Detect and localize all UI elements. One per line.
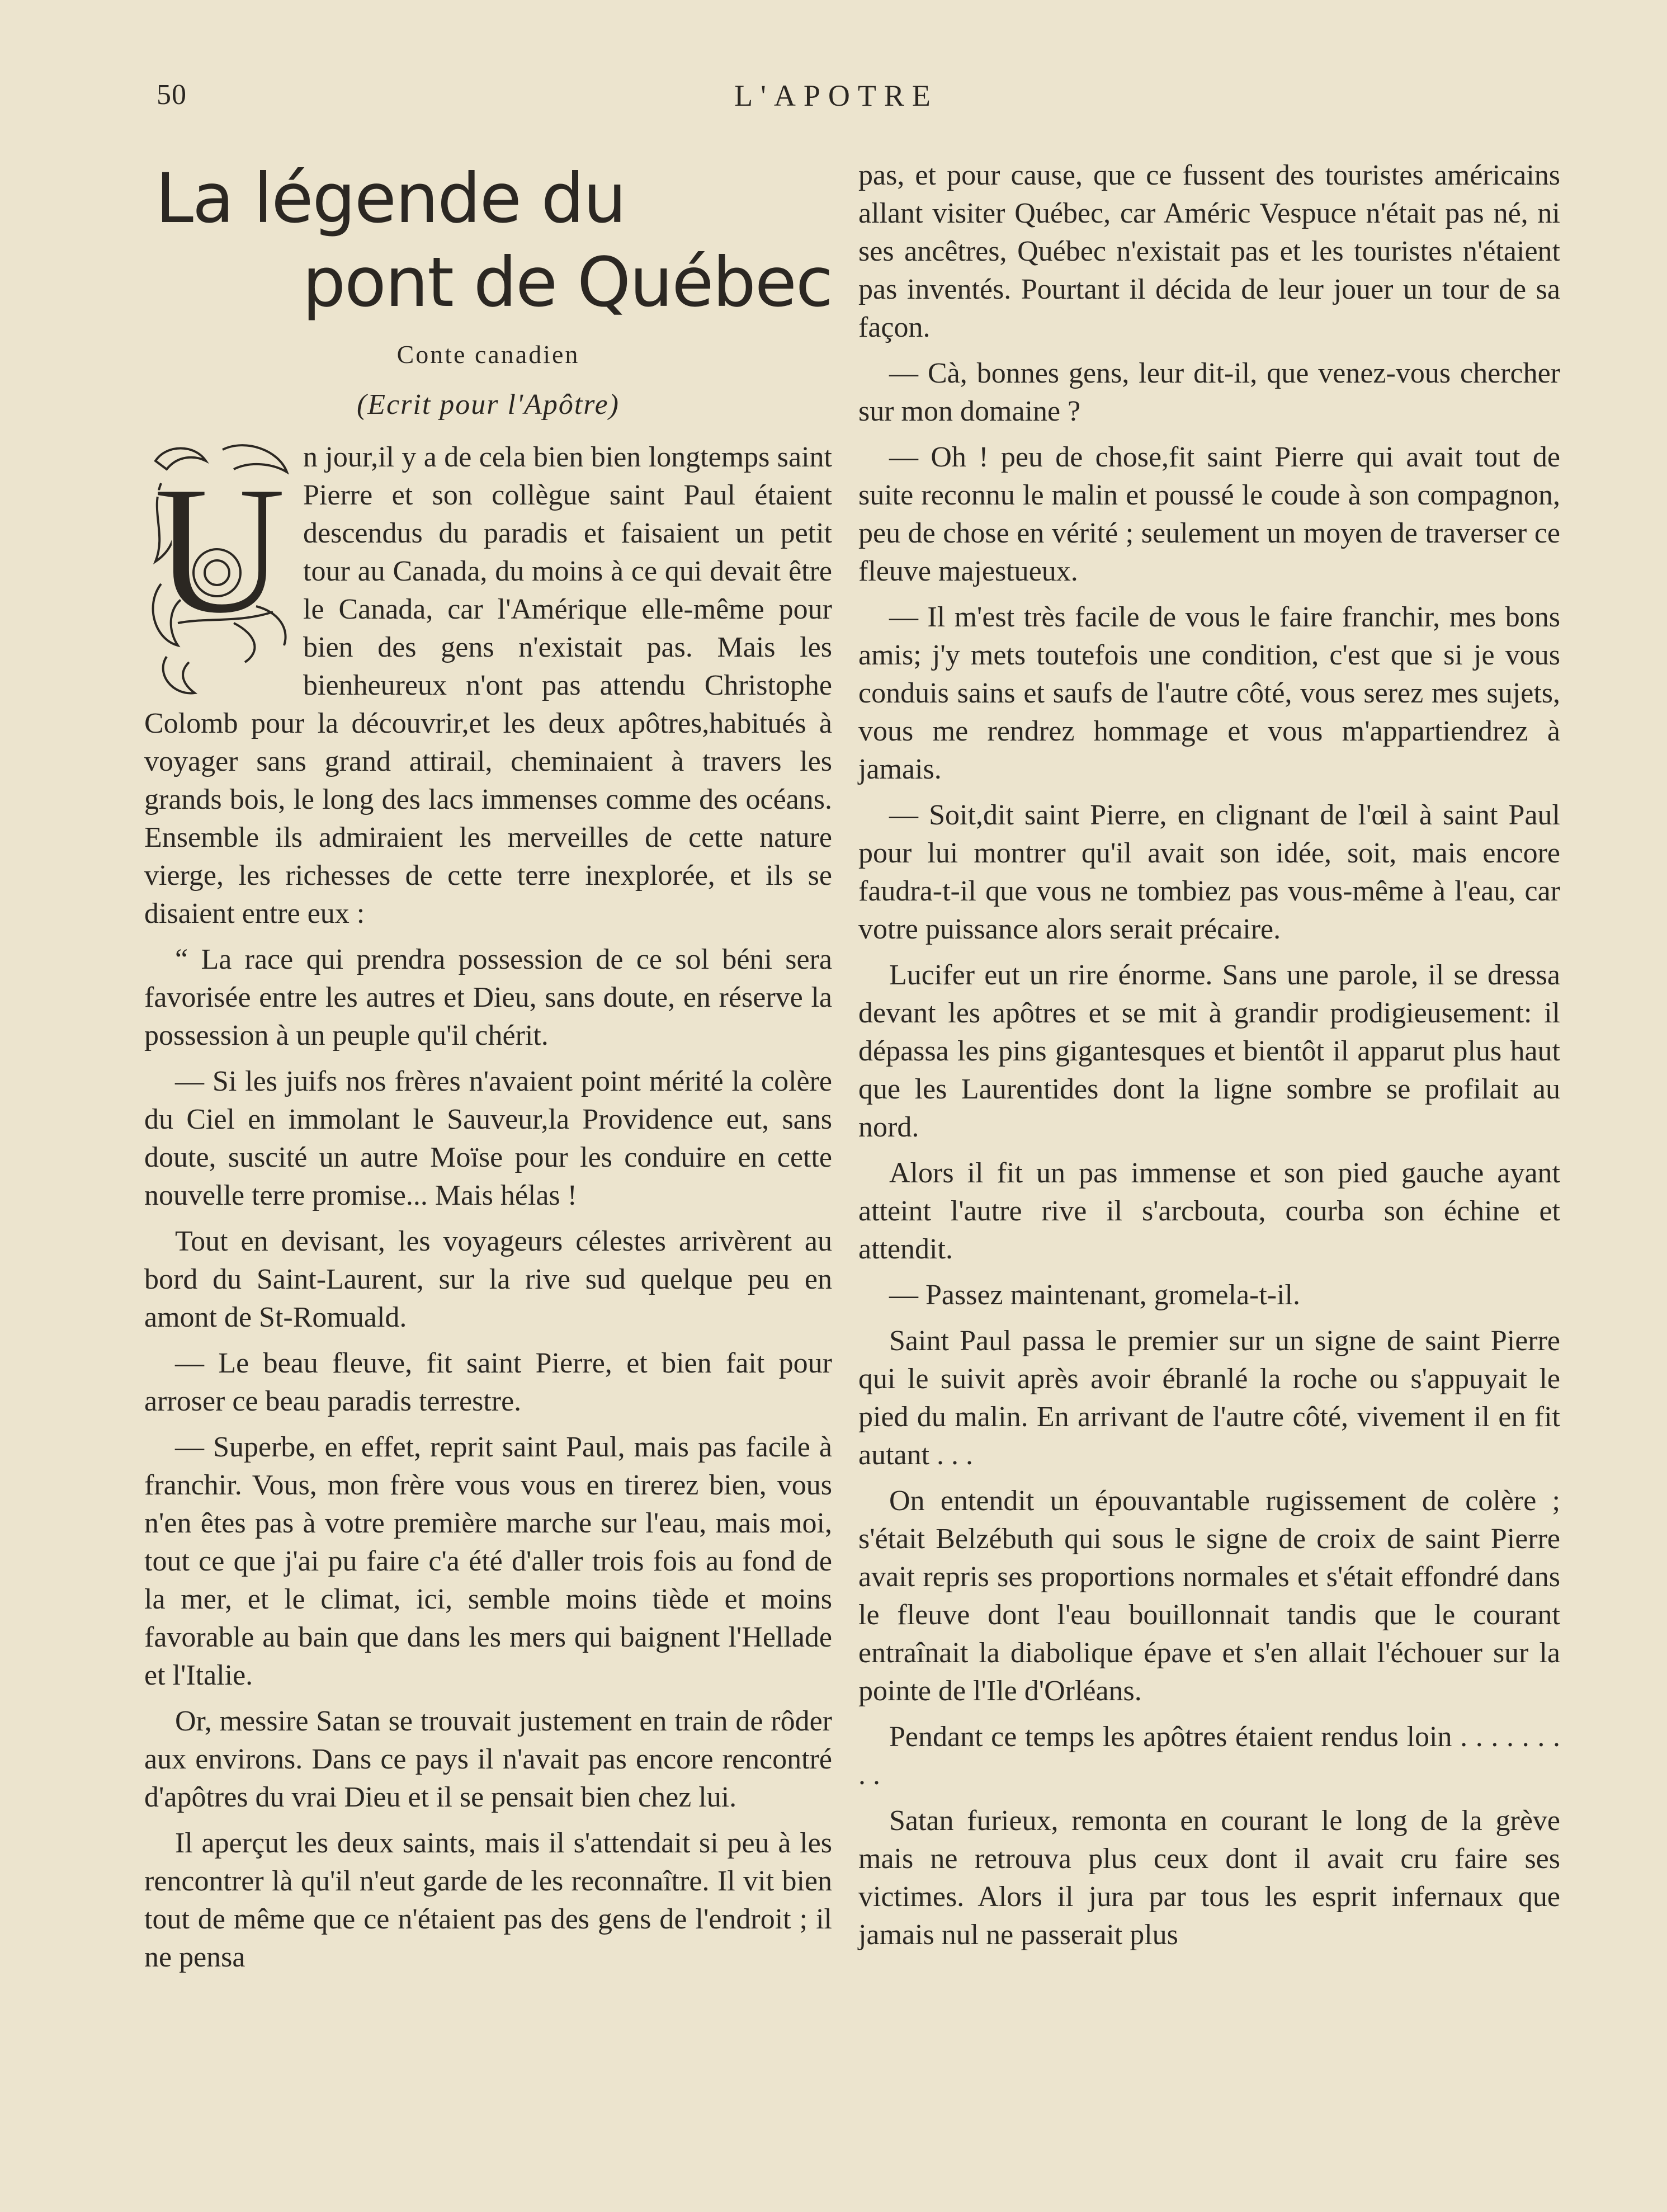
right-paragraph: — Passez maintenant, gromela-t-il.: [889, 1279, 1301, 1311]
right-paragraph: On entendit un épouvantable rugissement de colère ; s'était Belzébuth qui sous le signe de croix de saint Pierre avait repris ses proportions normales et s'était effondré dans le fleuve dont l'eau bouillonnait tandis que le courant entraînait la diabolique épave et s'en allait l'échouer sur la pointe de l'Ile d'Orléans.: [858, 1485, 1560, 1707]
article-subtitle: Conte canadien: [396, 340, 580, 369]
right-paragraph: — Il m'est très facile de vous le faire franchir, mes bons amis; j'y mets toutefois une condition, c'est que si je vous conduis sains et saufs de l'autre côté, vous serez mes sujets, vous me rendrez hommage et vous m'appartiendrez à jamais.: [858, 601, 1560, 785]
left-paragraph: Tout en devisant, les voyageurs célestes arrivèrent au bord du Saint-Laurent, sur la rive sud quelque peu en amont de St-Romuald.: [144, 1225, 832, 1333]
page-number: 50: [157, 79, 187, 111]
right-paragraph: Lucifer eut un rire énorme. Sans une parole, il se dressa devant les apôtres et se mit à grandir prodigieusement: il dépassa les pins gigantesques et bientôt il apparut plus haut que les Laurentides dont la ligne sombre se profilait au nord.: [858, 959, 1560, 1143]
right-column: [858, 157, 1560, 1962]
left-paragraph: Or, messire Satan se trouvait justement en train de rôder aux environs. Dans ce pays il n'avait pas encore rencontré d'apôtres du vrai Dieu et il se pensait bien chez lui.: [144, 1705, 832, 1813]
left-paragraph: — Superbe, en effet, reprit saint Paul, mais pas facile à franchir. Vous, mon frère vous vous en tirerez bien, vous n'en êtes pas à votre première marche sur l'eau, mais moi, tout ce que j'ai pu faire c'a été d'aller trois fois au fond de la mer, et le climat, ici, semble moins tiède et moins favorable au bain que dans les mers qui baignent l'Hellade et l'Italie.: [144, 1431, 832, 1691]
left-paragraph: Il aperçut les deux saints, mais il s'attendait si peu à les rencontrer là qu'il n'eut garde de les reconnaître. Il vit bien tout de même que ce n'étaient pas des gens de l'endroit ; il ne pensa: [144, 1827, 832, 1973]
right-paragraph: — Cà, bonnes gens, leur dit-il, que venez-vous chercher sur mon domaine ?: [858, 357, 1560, 427]
right-paragraph: — Soit,dit saint Pierre, en clignant de l'œil à saint Paul pour lui montrer qu'il avait son idée, soit, mais encore faudra-t-il que vous ne tombiez pas vous-même à l'eau, car votre puissance alors serait précaire.: [858, 799, 1560, 945]
article-title: [144, 157, 832, 324]
dropcap-letter: U: [153, 448, 287, 652]
ornamental-dropcap-icon: [144, 438, 295, 701]
left-paragraph: “ La race qui prendra possession de ce sol béni sera favorisée entre les autres et Dieu, sans doute, en réserve la possession à un peuple qu'il chérit.: [144, 944, 832, 1051]
right-paragraph: Saint Paul passa le premier sur un signe de saint Pierre qui le suivit après avoir ébranlé la roche ou s'appuyait le pied du malin. En arrivant de l'autre côté, vivement il en fit autant . . .: [858, 1325, 1560, 1471]
right-paragraph: pas, et pour cause, que ce fussent des touristes américains allant visiter Québec, car Améric Vespuce n'était pas né, ni ses ancêtres, Québec n'existait pas et les touristes n'étaient pas inventés. Pourtant il décida de leur jouer un tour de sa façon.: [858, 159, 1560, 343]
left-paragraph: n jour,il y a de cela bien bien longtemps saint Pierre et son collègue saint Paul étaient descendus du paradis et faisaient un petit tour au Canada, du moins à ce qui devait être le Canada, car l'Amérique elle-même pour bien des gens n'existait pas. Mais les bienheureux n'ont pas attendu Christophe Colomb pour la découvrir,et les deux apôtres,habitués à voyager sans grand attirail, cheminaient à travers les grands bois, le long des lacs immenses comme des océans. Ensemble ils admiraient les merveilles de cette nature vierge, les richesses de cette terre inexplorée, et ils se disaient entre eux :: [144, 441, 832, 930]
article-byline: (Ecrit pour l'Apôtre): [356, 389, 620, 421]
page-header: [157, 78, 1516, 123]
right-paragraph: — Oh ! peu de chose,fit saint Pierre qui avait tout de suite reconnu le malin et poussé le coude à son compagnon, peu de chose en vérité ; seulement un moyen de traverser ce fleuve majestueux.: [858, 441, 1560, 587]
right-paragraph: Alors il fit un pas immense et son pied gauche ayant atteint l'autre rive il s'arcbouta, courba son échine et attendit.: [858, 1157, 1560, 1265]
title-line-2: pont de Québec: [302, 243, 832, 322]
left-column: [144, 157, 832, 1984]
right-paragraph: Pendant ce temps les apôtres étaient rendus loin . . . . . . . . .: [858, 1721, 1560, 1791]
left-paragraph: — Si les juifs nos frères n'avaient point mérité la colère du Ciel en immolant le Sauveur,la Providence eut, sans doute, suscité un autre Moïse pour les conduire en cette nouvelle terre promise... Mais hélas !: [144, 1065, 832, 1211]
running-title: L'APOTRE: [734, 79, 938, 112]
left-paragraph: — Le beau fleuve, fit saint Pierre, et bien fait pour arroser ce beau paradis terrestre.: [144, 1347, 832, 1417]
title-line-1: La légende du: [155, 159, 626, 238]
right-paragraph: Satan furieux, remonta en courant le long de la grève mais ne retrouva plus ceux dont il avait cru faire ses victimes. Alors il jura par tous les esprit infernaux que jamais nul ne passerait plus: [858, 1805, 1560, 1951]
